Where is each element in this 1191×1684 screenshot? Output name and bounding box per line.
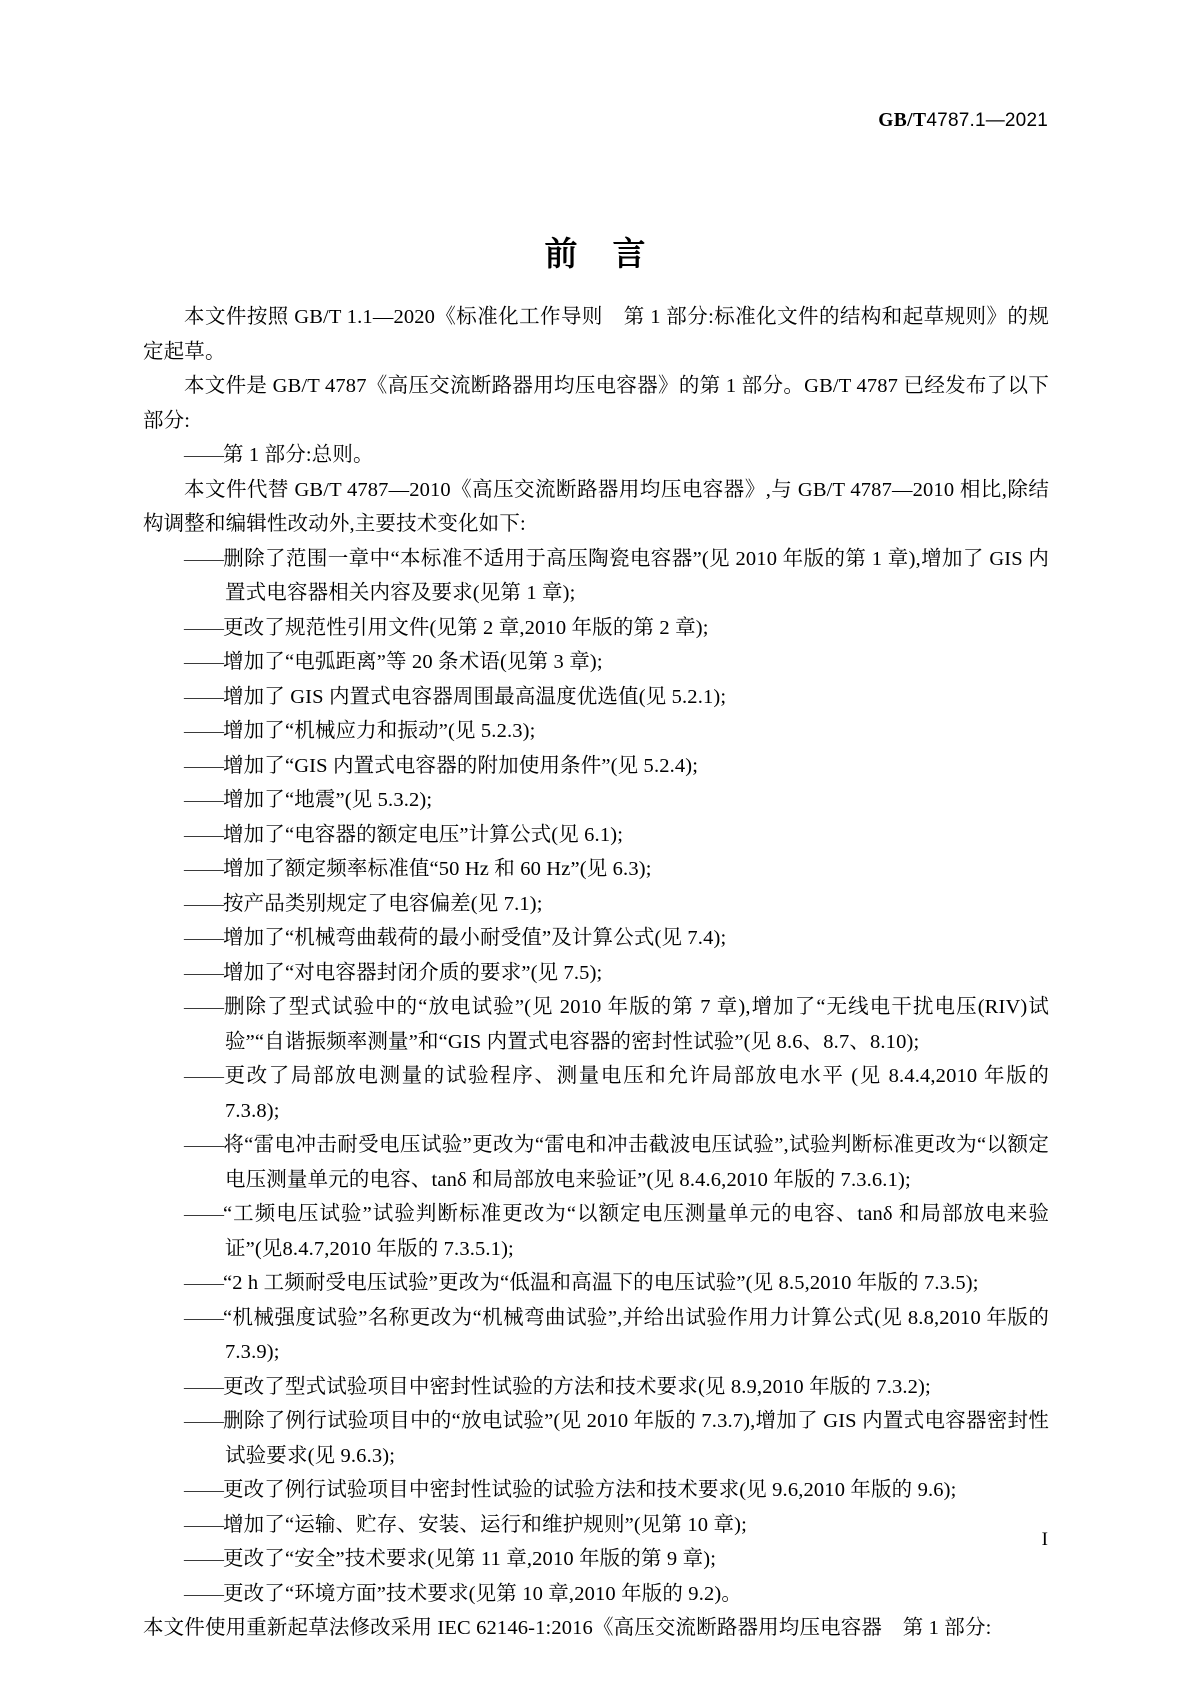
list-item-text: 更改了“环境方面”技术要求(见第 10 章,2010 年版的 9.2)。 [223, 1582, 742, 1605]
list-item-text: 增加了“地震”(见 5.3.2); [223, 789, 433, 811]
title-char-2: 言 [612, 234, 647, 274]
em-dash-marker: —— [184, 685, 223, 708]
list-item-text: 增加了“对电容器封闭介质的要求”(见 7.5); [223, 961, 603, 984]
list-item-text: 更改了规范性引用文件(见第 2 章,2010 年版的第 2 章); [223, 616, 709, 639]
paragraph-replaces-standard: 本文件代替 GB/T 4787—2010《高压交流断路器用均压电容器》,与 GB/T 4787—2010 相比,除结构调整和编辑性改动外,主要技术变化如下: [143, 478, 1049, 535]
em-dash-marker: —— [184, 720, 223, 742]
em-dash-marker: —— [184, 547, 223, 570]
em-dash-marker: —— [184, 961, 223, 984]
em-dash-marker: —— [184, 789, 223, 811]
list-item [143, 1266, 1049, 1301]
em-dash-marker: —— [184, 1582, 223, 1605]
list-item [143, 611, 1049, 646]
list-item [143, 852, 1049, 887]
list-item-text: 增加了“机械应力和振动”(见 5.2.3); [223, 720, 536, 742]
paragraph-drafting-rule: 本文件按照 GB/T 1.1—2020《标准化工作导则 第 1 部分:标准化文件的结构和起草规则》的规定起草。 [143, 306, 1049, 363]
list-item-text: “机械强度试验”名称更改为“机械弯曲试验”,并给出试验作用力计算公式(见 8.8,2010 年版的 7.3.9); [223, 1306, 1049, 1363]
list-item-text: “2 h 工频耐受电压试验”更改为“低温和高温下的电压试验”(见 8.5,2010 年版的 7.3.5); [223, 1272, 979, 1294]
paragraph-part-of-series: 本文件是 GB/T 4787《高压交流断路器用均压电容器》的第 1 部分。GB/T 4787 已经发布了以下部分: [143, 375, 1049, 432]
list-item-text: 增加了额定频率标准值“50 Hz 和 60 Hz”(见 6.3); [223, 858, 652, 880]
list-item [143, 1128, 1049, 1197]
list-item [143, 1197, 1049, 1266]
em-dash-marker: —— [184, 858, 223, 880]
em-dash-marker: —— [184, 616, 223, 639]
list-item [143, 818, 1049, 853]
em-dash-marker: —— [184, 1065, 223, 1087]
page-title [0, 228, 1191, 275]
page-number: I [1041, 1529, 1048, 1550]
header-standard-code: 4787.1—2021 [926, 110, 1048, 131]
list-item [143, 680, 1049, 715]
list-item [143, 645, 1049, 680]
list-item [143, 990, 1049, 1059]
list-item-text: 增加了“机械弯曲载荷的最小耐受值”及计算公式(见 7.4); [223, 927, 727, 949]
em-dash-marker: —— [184, 996, 223, 1018]
header-standard-prefix: GB/T [878, 110, 927, 131]
em-dash-marker: —— [184, 1306, 223, 1329]
list-item [143, 1508, 1049, 1543]
em-dash-marker: —— [184, 1479, 223, 1501]
list-item-text: 更改了“安全”技术要求(见第 11 章,2010 年版的第 9 章); [223, 1548, 717, 1570]
header-standard-number [878, 110, 1048, 132]
list-item-text: 增加了“电容器的额定电压”计算公式(见 6.1); [223, 823, 624, 846]
em-dash-marker: —— [184, 1272, 223, 1294]
em-dash-marker: —— [184, 1513, 223, 1536]
list-item-text: 删除了范围一章中“本标准不适用于高压陶瓷电容器”(见 2010 年版的第 1 章),增加了 GIS 内置式电容器相关内容及要求(见第 1 章); [223, 547, 1049, 604]
list-item [143, 1301, 1049, 1370]
title-char-1: 前 [544, 234, 579, 274]
list-item [143, 1577, 1049, 1612]
list-item [143, 921, 1049, 956]
parts-list [143, 438, 1049, 473]
list-item-text: 第 1 部分:总则。 [223, 444, 374, 466]
list-item-text: 将“雷电冲击耐受电压试验”更改为“雷电和冲击截波电压试验”,试验判断标准更改为“以额定电压测量单元的电容、tanδ 和局部放电来验证”(见 8.4.6,2010 年版的 7.3.6.1); [223, 1134, 1049, 1191]
list-item-text: 按产品类别规定了电容偏差(见 7.1); [223, 892, 543, 915]
list-item [143, 887, 1049, 922]
list-item-text: 增加了“电弧距离”等 20 条术语(见第 3 章); [223, 651, 603, 673]
em-dash-marker: —— [184, 1410, 223, 1432]
list-item-text: 增加了“运输、贮存、安装、运行和维护规则”(见第 10 章); [223, 1513, 747, 1536]
list-item-text: 更改了例行试验项目中密封性试验的试验方法和技术要求(见 9.6,2010 年版的 9.6); [223, 1479, 957, 1501]
list-item-text: 增加了 GIS 内置式电容器周围最高温度优选值(见 5.2.1); [223, 685, 727, 708]
em-dash-marker: —— [184, 754, 223, 777]
em-dash-marker: —— [184, 1548, 223, 1570]
list-item [143, 1473, 1049, 1508]
em-dash-marker: —— [184, 1375, 223, 1398]
em-dash-marker: —— [184, 651, 223, 673]
em-dash-marker: —— [184, 1203, 223, 1225]
list-item [143, 1059, 1049, 1128]
list-item-text: 更改了型式试验项目中密封性试验的方法和技术要求(见 8.9,2010 年版的 7.3.2); [223, 1375, 931, 1398]
list-item [143, 1370, 1049, 1405]
list-item [143, 438, 1049, 473]
page-header [0, 110, 1191, 138]
em-dash-marker: —— [184, 892, 223, 915]
list-item-text: 删除了例行试验项目中的“放电试验”(见 2010 年版的 7.3.7),增加了 GIS 内置式电容器密封性试验要求(见 9.6.3); [223, 1410, 1049, 1467]
em-dash-marker: —— [184, 823, 223, 846]
em-dash-marker: —— [184, 1134, 223, 1156]
list-item-text: 更改了局部放电测量的试验程序、测量电压和允许局部放电水平 (见 8.4.4,2010 年版的 7.3.8); [223, 1065, 1049, 1122]
list-item [143, 783, 1049, 818]
list-item-text: “工频电压试验”试验判断标准更改为“以额定电压测量单元的电容、tanδ 和局部放电来验证”(见8.4.7,2010 年版的 7.3.5.1); [223, 1203, 1049, 1260]
paragraph-iec-adoption: 本文件使用重新起草法修改采用 IEC 62146-1:2016《高压交流断路器用均压电容器 第 1 部分: [143, 1617, 992, 1639]
list-item [143, 1404, 1049, 1473]
list-item-text: 增加了“GIS 内置式电容器的附加使用条件”(见 5.2.4); [223, 754, 699, 777]
list-item [143, 714, 1049, 749]
foreword-body [143, 300, 1049, 1646]
em-dash-marker: —— [184, 927, 223, 949]
em-dash-marker: —— [184, 444, 223, 466]
list-item [143, 956, 1049, 991]
list-item [143, 542, 1049, 611]
technical-changes-list [143, 542, 1049, 1612]
list-item [143, 1542, 1049, 1577]
list-item [143, 749, 1049, 784]
list-item-text: 删除了型式试验中的“放电试验”(见 2010 年版的第 7 章),增加了“无线电干扰电压(RIV)试验”“自谐振频率测量”和“GIS 内置式电容器的密封性试验”(见 8.6、8.7、8.10); [223, 996, 1049, 1053]
